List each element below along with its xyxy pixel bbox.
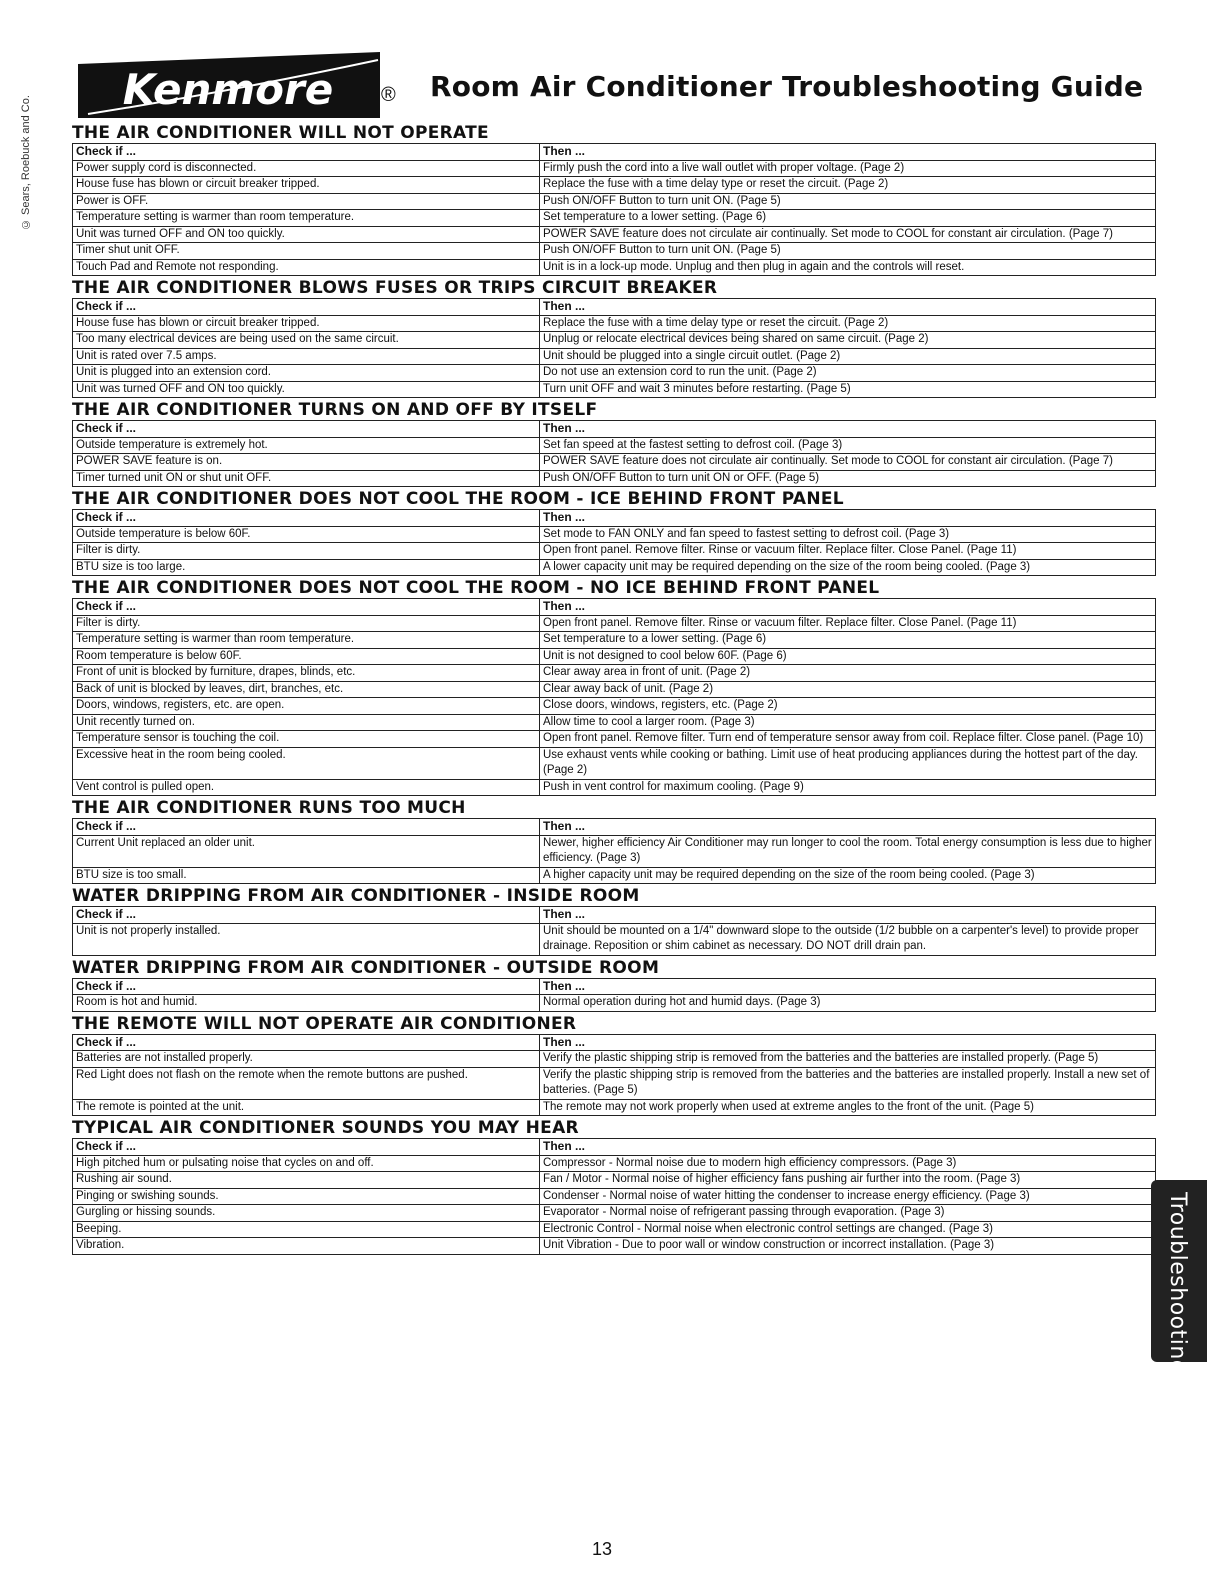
problem-cell: Outside temperature is extremely hot. bbox=[73, 437, 540, 454]
table-row bbox=[73, 193, 1156, 210]
table-row bbox=[73, 648, 1156, 665]
table-row bbox=[73, 1221, 1156, 1238]
solution-cell: Verify the plastic shipping strip is removed from the batteries and the batteries are installed properly. (Page 5) bbox=[540, 1051, 1156, 1068]
problem-cell: Temperature setting is warmer than room temperature. bbox=[73, 210, 540, 227]
table-row bbox=[73, 526, 1156, 543]
troubleshooting-table bbox=[72, 1138, 1156, 1255]
solution-cell: Unplug or relocate electrical devices being shared on same circuit. (Page 2) bbox=[540, 332, 1156, 349]
troubleshooting-table bbox=[72, 298, 1156, 398]
solution-cell: Newer, higher efficiency Air Conditioner may run longer to cool the room. Total energy consumption is less due to higher efficiency. (Page 3) bbox=[540, 835, 1156, 867]
table-header-row bbox=[73, 599, 1156, 616]
troubleshooting-section bbox=[72, 887, 1155, 956]
troubleshooting-section bbox=[72, 959, 1155, 1012]
copyright-notice: © Sears, Roebuck and Co. bbox=[20, 95, 32, 230]
solution-cell: Close doors, windows, registers, etc. (Page 2) bbox=[540, 698, 1156, 715]
solution-cell: Unit should be plugged into a single circuit outlet. (Page 2) bbox=[540, 348, 1156, 365]
solution-cell: Open front panel. Remove filter. Rinse or vacuum filter. Replace filter. Close Panel. (Page 11) bbox=[540, 615, 1156, 632]
section-title: THE REMOTE WILL NOT OPERATE AIR CONDITIONER bbox=[72, 1014, 577, 1034]
then-header: Then ... bbox=[540, 144, 1156, 161]
table-header-row bbox=[73, 144, 1156, 161]
solution-cell: Set temperature to a lower setting. (Page 6) bbox=[540, 632, 1156, 649]
table-row bbox=[73, 470, 1156, 487]
solution-cell: A higher capacity unit may be required depending on the size of the room being cooled. (Page 3) bbox=[540, 867, 1156, 884]
problem-cell: House fuse has blown or circuit breaker tripped. bbox=[73, 177, 540, 194]
problem-cell: Red Light does not flash on the remote when the remote buttons are pushed. bbox=[73, 1067, 540, 1099]
problem-cell: Filter is dirty. bbox=[73, 543, 540, 560]
problem-cell: Unit is rated over 7.5 amps. bbox=[73, 348, 540, 365]
problem-cell: BTU size is too large. bbox=[73, 559, 540, 576]
troubleshooting-table bbox=[72, 420, 1156, 487]
check-if-header: Check if ... bbox=[73, 599, 540, 616]
problem-cell: Unit is plugged into an extension cord. bbox=[73, 365, 540, 382]
solution-cell: POWER SAVE feature does not circulate air continually. Set mode to COOL for constant air circulation. (Page 7) bbox=[540, 454, 1156, 471]
problem-cell: Doors, windows, registers, etc. are open. bbox=[73, 698, 540, 715]
troubleshooting-side-tab bbox=[1151, 1180, 1207, 1375]
check-if-header: Check if ... bbox=[73, 144, 540, 161]
page-number: 13 bbox=[592, 1539, 613, 1559]
table-row bbox=[73, 1051, 1156, 1068]
solution-cell: Push in vent control for maximum cooling. (Page 9) bbox=[540, 779, 1156, 796]
then-header: Then ... bbox=[540, 1139, 1156, 1156]
section-title: THE AIR CONDITIONER RUNS TOO MUCH bbox=[72, 799, 466, 818]
section-title: THE AIR CONDITIONER WILL NOT OPERATE bbox=[72, 124, 489, 143]
problem-cell: Temperature sensor is touching the coil. bbox=[73, 731, 540, 748]
solution-cell: Normal operation during hot and humid days. (Page 3) bbox=[540, 995, 1156, 1012]
solution-cell: Push ON/OFF Button to turn unit ON or OFF. (Page 5) bbox=[540, 470, 1156, 487]
table-row bbox=[73, 543, 1156, 560]
then-header: Then ... bbox=[540, 299, 1156, 316]
check-if-header: Check if ... bbox=[73, 421, 540, 438]
table-header-row bbox=[73, 421, 1156, 438]
table-row bbox=[73, 454, 1156, 471]
table-row bbox=[73, 1238, 1156, 1255]
troubleshooting-section bbox=[72, 1119, 1155, 1255]
solution-cell: Firmly push the cord into a live wall outlet with proper voltage. (Page 2) bbox=[540, 160, 1156, 177]
problem-cell: Vibration. bbox=[73, 1238, 540, 1255]
table-row bbox=[73, 867, 1156, 884]
problem-cell: Power is OFF. bbox=[73, 193, 540, 210]
solution-cell: Do not use an extension cord to run the unit. (Page 2) bbox=[540, 365, 1156, 382]
table-row bbox=[73, 348, 1156, 365]
table-row bbox=[73, 365, 1156, 382]
table-row bbox=[73, 332, 1156, 349]
table-row bbox=[73, 1067, 1156, 1099]
problem-cell: Touch Pad and Remote not responding. bbox=[73, 259, 540, 276]
problem-cell: Current Unit replaced an older unit. bbox=[73, 835, 540, 867]
problem-cell: Pinging or swishing sounds. bbox=[73, 1188, 540, 1205]
table-row bbox=[73, 1155, 1156, 1172]
solution-cell: A lower capacity unit may be required depending on the size of the room being cooled. (Page 3) bbox=[540, 559, 1156, 576]
then-header: Then ... bbox=[540, 510, 1156, 527]
problem-cell: Unit is not properly installed. bbox=[73, 923, 540, 955]
solution-cell: Push ON/OFF Button to turn unit ON. (Page 5) bbox=[540, 193, 1156, 210]
problem-cell: Batteries are not installed properly. bbox=[73, 1051, 540, 1068]
then-header: Then ... bbox=[540, 599, 1156, 616]
table-row bbox=[73, 698, 1156, 715]
problem-cell: Timer turned unit ON or shut unit OFF. bbox=[73, 470, 540, 487]
table-row bbox=[73, 315, 1156, 332]
solution-cell: Set fan speed at the fastest setting to defrost coil. (Page 3) bbox=[540, 437, 1156, 454]
table-header-row bbox=[73, 819, 1156, 836]
table-row bbox=[73, 381, 1156, 398]
troubleshooting-content bbox=[72, 124, 1155, 1258]
troubleshooting-table bbox=[72, 143, 1156, 276]
table-row bbox=[73, 1172, 1156, 1189]
side-tab-label: Troubleshooting bbox=[1165, 1192, 1190, 1375]
table-header-row bbox=[73, 907, 1156, 924]
solution-cell: Unit Vibration - Due to poor wall or window construction or incorrect installation. (Page 3) bbox=[540, 1238, 1156, 1255]
problem-cell: Back of unit is blocked by leaves, dirt, branches, etc. bbox=[73, 681, 540, 698]
problem-cell: Beeping. bbox=[73, 1221, 540, 1238]
solution-cell: Condenser - Normal noise of water hitting the condenser to increase energy efficiency. (Page 3) bbox=[540, 1188, 1156, 1205]
solution-cell: Unit should be mounted on a 1/4" downward slope to the outside (1/2 bubble on a carpenter's level) to provide proper drainage. Reposition or shim cabinet as necessary. DO NOT drill drain pan. bbox=[540, 923, 1156, 955]
troubleshooting-table bbox=[72, 509, 1156, 576]
table-row bbox=[73, 559, 1156, 576]
solution-cell: Fan / Motor - Normal noise of higher efficiency fans pushing air further into the room. (Page 3) bbox=[540, 1172, 1156, 1189]
table-row bbox=[73, 779, 1156, 796]
table-row bbox=[73, 632, 1156, 649]
solution-cell: Unit is not designed to cool below 60F. (Page 6) bbox=[540, 648, 1156, 665]
kenmore-logo bbox=[78, 52, 380, 118]
then-header: Then ... bbox=[540, 421, 1156, 438]
solution-cell: Compressor - Normal noise due to modern high efficiency compressors. (Page 3) bbox=[540, 1155, 1156, 1172]
troubleshooting-table bbox=[72, 906, 1156, 956]
solution-cell: Clear away area in front of unit. (Page 2) bbox=[540, 665, 1156, 682]
solution-cell: Electronic Control - Normal noise when electronic control settings are changed. (Page 3) bbox=[540, 1221, 1156, 1238]
solution-cell: Set mode to FAN ONLY and fan speed to fastest setting to defrost coil. (Page 3) bbox=[540, 526, 1156, 543]
problem-cell: Temperature setting is warmer than room temperature. bbox=[73, 632, 540, 649]
check-if-header: Check if ... bbox=[73, 1034, 540, 1051]
section-title: WATER DRIPPING FROM AIR CONDITIONER - OUTSIDE ROOM bbox=[72, 958, 660, 978]
solution-cell: Open front panel. Remove filter. Turn end of temperature sensor away from coil. Replace filter. Close panel. (Page 10) bbox=[540, 731, 1156, 748]
problem-cell: High pitched hum or pulsating noise that cycles on and off. bbox=[73, 1155, 540, 1172]
table-row bbox=[73, 714, 1156, 731]
registered-mark: ® bbox=[381, 84, 396, 106]
problem-cell: The remote is pointed at the unit. bbox=[73, 1099, 540, 1116]
table-row bbox=[73, 835, 1156, 867]
problem-cell: Power supply cord is disconnected. bbox=[73, 160, 540, 177]
table-row bbox=[73, 1099, 1156, 1116]
table-row bbox=[73, 1188, 1156, 1205]
problem-cell: BTU size is too small. bbox=[73, 867, 540, 884]
then-header: Then ... bbox=[540, 978, 1156, 995]
solution-cell: Turn unit OFF and wait 3 minutes before restarting. (Page 5) bbox=[540, 381, 1156, 398]
solution-cell: Evaporator - Normal noise of refrigerant passing through evaporation. (Page 3) bbox=[540, 1205, 1156, 1222]
solution-cell: Push ON/OFF Button to turn unit ON. (Page 5) bbox=[540, 243, 1156, 260]
check-if-header: Check if ... bbox=[73, 510, 540, 527]
table-row bbox=[73, 747, 1156, 779]
problem-cell: Room temperature is below 60F. bbox=[73, 648, 540, 665]
problem-cell: POWER SAVE feature is on. bbox=[73, 454, 540, 471]
troubleshooting-table bbox=[72, 598, 1156, 796]
table-row bbox=[73, 177, 1156, 194]
solution-cell: Replace the fuse with a time delay type or reset the circuit. (Page 2) bbox=[540, 177, 1156, 194]
troubleshooting-table bbox=[72, 1034, 1156, 1117]
problem-cell: Unit was turned OFF and ON too quickly. bbox=[73, 226, 540, 243]
section-title: WATER DRIPPING FROM AIR CONDITIONER - INSIDE ROOM bbox=[72, 887, 640, 906]
table-row bbox=[73, 259, 1156, 276]
logo-wordmark: Kenmore bbox=[122, 65, 334, 114]
section-title: THE AIR CONDITIONER BLOWS FUSES OR TRIPS CIRCUIT BREAKER bbox=[72, 279, 718, 298]
problem-cell: Rushing air sound. bbox=[73, 1172, 540, 1189]
table-row bbox=[73, 160, 1156, 177]
table-header-row bbox=[73, 1034, 1156, 1051]
problem-cell: Room is hot and humid. bbox=[73, 995, 540, 1012]
table-row bbox=[73, 615, 1156, 632]
problem-cell: Vent control is pulled open. bbox=[73, 779, 540, 796]
problem-cell: Front of unit is blocked by furniture, drapes, blinds, etc. bbox=[73, 665, 540, 682]
table-row bbox=[73, 226, 1156, 243]
troubleshooting-section bbox=[72, 279, 1155, 398]
solution-cell: Clear away back of unit. (Page 2) bbox=[540, 681, 1156, 698]
then-header: Then ... bbox=[540, 907, 1156, 924]
solution-cell: Allow time to cool a larger room. (Page 3) bbox=[540, 714, 1156, 731]
problem-cell: Filter is dirty. bbox=[73, 615, 540, 632]
check-if-header: Check if ... bbox=[73, 299, 540, 316]
table-row bbox=[73, 731, 1156, 748]
solution-cell: Replace the fuse with a time delay type or reset the circuit. (Page 2) bbox=[540, 315, 1156, 332]
table-row bbox=[73, 437, 1156, 454]
check-if-header: Check if ... bbox=[73, 978, 540, 995]
troubleshooting-table bbox=[72, 978, 1156, 1012]
problem-cell: Gurgling or hissing sounds. bbox=[73, 1205, 540, 1222]
section-title: TYPICAL AIR CONDITIONER SOUNDS YOU MAY HEAR bbox=[72, 1119, 579, 1138]
table-row bbox=[73, 210, 1156, 227]
table-row bbox=[73, 243, 1156, 260]
check-if-header: Check if ... bbox=[73, 1139, 540, 1156]
table-row bbox=[73, 995, 1156, 1012]
problem-cell: Unit recently turned on. bbox=[73, 714, 540, 731]
troubleshooting-section bbox=[72, 579, 1155, 796]
solution-cell: Open front panel. Remove filter. Rinse or vacuum filter. Replace filter. Close Panel. (Page 11) bbox=[540, 543, 1156, 560]
section-title: THE AIR CONDITIONER TURNS ON AND OFF BY ITSELF bbox=[72, 401, 598, 420]
solution-cell: Set temperature to a lower setting. (Page 6) bbox=[540, 210, 1156, 227]
table-header-row bbox=[73, 510, 1156, 527]
table-row bbox=[73, 923, 1156, 955]
then-header: Then ... bbox=[540, 1034, 1156, 1051]
check-if-header: Check if ... bbox=[73, 907, 540, 924]
problem-cell: Unit was turned OFF and ON too quickly. bbox=[73, 381, 540, 398]
solution-cell: POWER SAVE feature does not circulate air continually. Set mode to COOL for constant air circulation. (Page 7) bbox=[540, 226, 1156, 243]
table-row bbox=[73, 681, 1156, 698]
table-row bbox=[73, 1205, 1156, 1222]
table-header-row bbox=[73, 1139, 1156, 1156]
table-row bbox=[73, 665, 1156, 682]
solution-cell: The remote may not work properly when used at extreme angles to the front of the unit. (Page 5) bbox=[540, 1099, 1156, 1116]
table-header-row bbox=[73, 978, 1156, 995]
section-title: THE AIR CONDITIONER DOES NOT COOL THE ROOM - ICE BEHIND FRONT PANEL bbox=[72, 490, 844, 509]
problem-cell: House fuse has blown or circuit breaker tripped. bbox=[73, 315, 540, 332]
troubleshooting-section bbox=[72, 124, 1155, 276]
problem-cell: Too many electrical devices are being used on the same circuit. bbox=[73, 332, 540, 349]
troubleshooting-section bbox=[72, 401, 1155, 487]
then-header: Then ... bbox=[540, 819, 1156, 836]
problem-cell: Excessive heat in the room being cooled. bbox=[73, 747, 540, 779]
problem-cell: Timer shut unit OFF. bbox=[73, 243, 540, 260]
table-header-row bbox=[73, 299, 1156, 316]
troubleshooting-table bbox=[72, 818, 1156, 884]
troubleshooting-section bbox=[72, 490, 1155, 576]
troubleshooting-section bbox=[72, 799, 1155, 884]
solution-cell: Use exhaust vents while cooking or bathing. Limit use of heat producing appliances during the hottest part of the day. (Page 2) bbox=[540, 747, 1156, 779]
troubleshooting-section bbox=[72, 1015, 1155, 1117]
problem-cell: Outside temperature is below 60F. bbox=[73, 526, 540, 543]
page-title: Room Air Conditioner Troubleshooting Guide bbox=[430, 70, 1144, 103]
solution-cell: Verify the plastic shipping strip is removed from the batteries and the batteries are installed properly. Install a new set of batteries. (Page 5) bbox=[540, 1067, 1156, 1099]
check-if-header: Check if ... bbox=[73, 819, 540, 836]
section-title: THE AIR CONDITIONER DOES NOT COOL THE ROOM - NO ICE BEHIND FRONT PANEL bbox=[72, 579, 880, 598]
solution-cell: Unit is in a lock-up mode. Unplug and then plug in again and the controls will reset. bbox=[540, 259, 1156, 276]
